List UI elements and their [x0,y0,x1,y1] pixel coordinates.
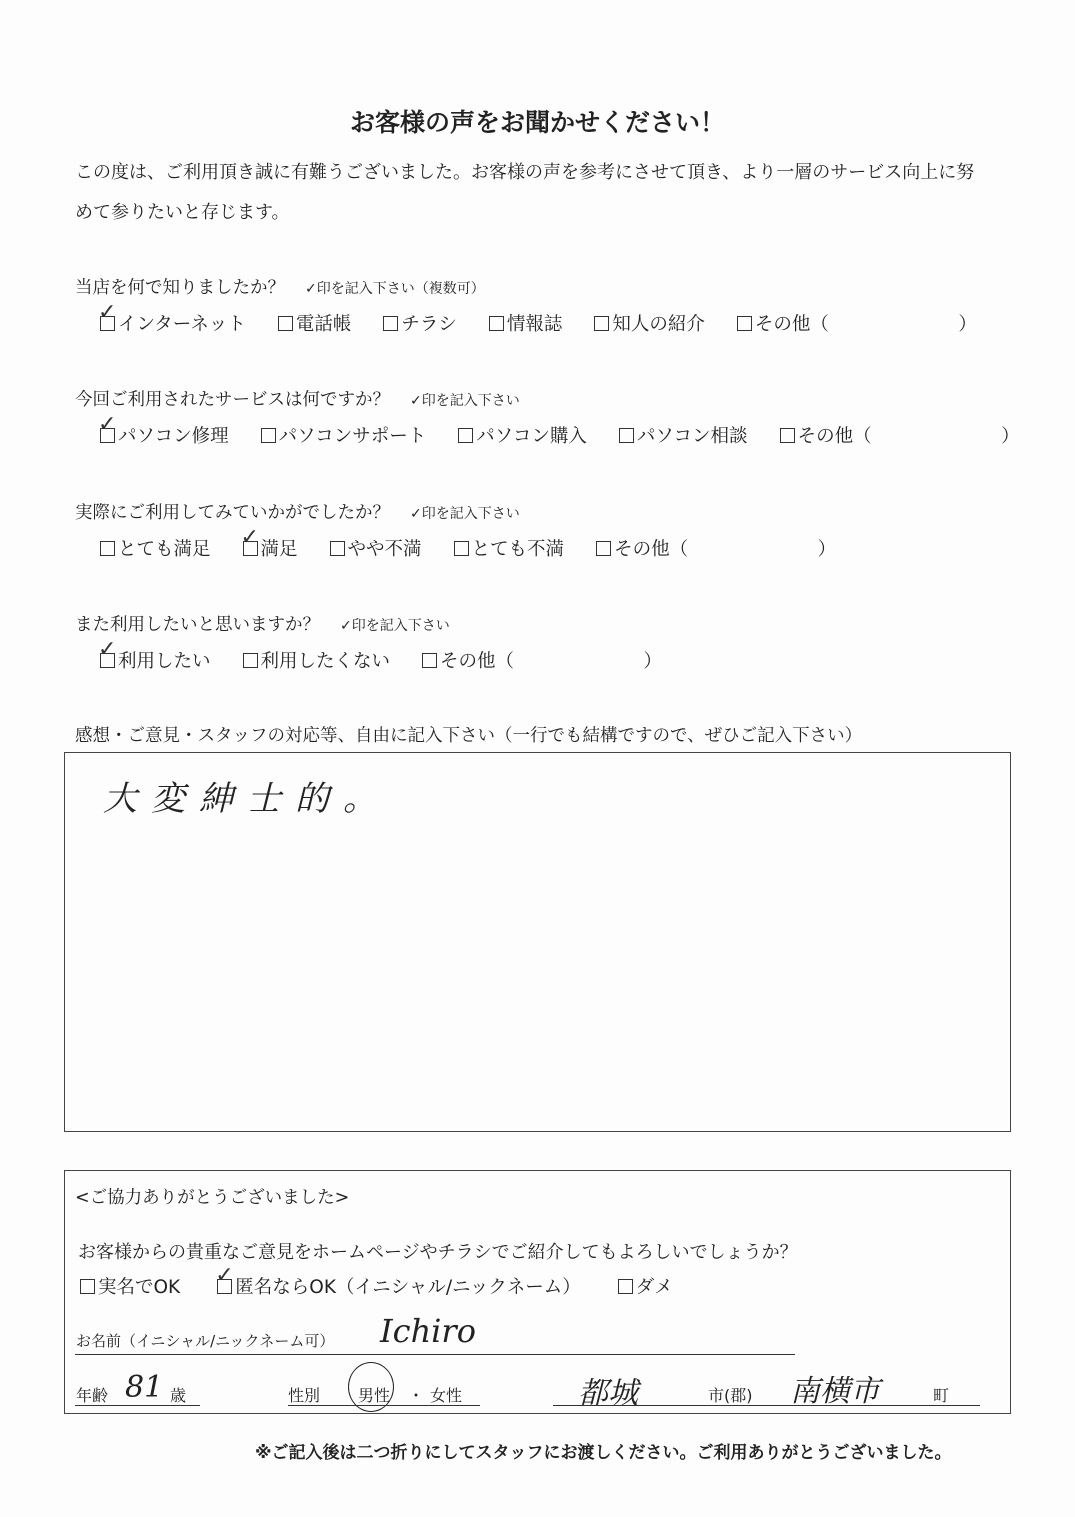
gender-underline [288,1405,480,1406]
option-label: パソコン修理 [118,426,229,447]
check-mark-icon: ✓ [98,300,117,325]
option-item[interactable] [489,310,563,336]
option-item[interactable] [596,535,836,561]
city-value[interactable]: 都城 [578,1376,638,1411]
check-mark-icon: ✓ [215,1263,234,1288]
question-note: ✓印を記入下さい（複数可） [305,281,485,297]
question-note: ✓印を記入下さい [410,506,520,522]
checkbox[interactable] [330,541,345,556]
option-item[interactable] [454,535,565,561]
checkbox[interactable] [619,428,634,443]
checkbox[interactable] [594,316,609,331]
question-options [100,525,868,561]
option-label: とても満足 [118,539,211,560]
address-underline [553,1405,980,1406]
option-label: 満足 [260,539,298,560]
age-label: 年齢 [76,1386,109,1405]
checkbox[interactable] [383,316,398,331]
question-options [98,300,1009,336]
question-label [75,499,520,524]
option-label: 知人の紹介 [612,314,705,335]
footer-note: ※ご記入後は二つ折りにしてスタッフにお渡しください。ご利用ありがとうございました。 [255,1443,952,1463]
option-label: その他（ ） [797,426,1020,447]
option-item[interactable] [383,310,457,336]
option-item[interactable] [422,647,662,673]
city-unit: 市(郡) [708,1386,753,1405]
check-mark-icon: ✓ [240,525,259,550]
option-label: 利用したい [118,651,211,672]
question-text: 当店を何で知りましたか？ [75,278,285,298]
consent-options [80,1263,705,1299]
checkbox[interactable] [80,1279,95,1294]
option-item[interactable] [100,535,211,561]
question-options [98,412,1052,448]
question-label [75,274,485,299]
checkbox[interactable] [737,316,752,331]
age-underline [75,1405,200,1406]
question-text: 今回ご利用されたサービスは何ですか？ [75,390,390,410]
checkbox[interactable] [489,316,504,331]
option-item[interactable] [243,647,391,673]
checkbox[interactable] [596,541,611,556]
question-text: 実際にご利用してみていかがでしたか？ [75,503,390,523]
option-label: インターネット [118,314,246,335]
option-item[interactable] [98,412,229,448]
question-note: ✓印を記入下さい [340,618,450,634]
intro-line-1: この度は、ご利用頂き誠に有難うございました。お客様の声を参考にさせて頂き、より一層のサービス向上に努 [75,162,975,183]
checkbox[interactable] [278,316,293,331]
checkbox[interactable] [422,653,437,668]
option-label: やや不満 [347,539,422,560]
town-unit: 町 [933,1386,950,1405]
checkbox[interactable] [243,653,258,668]
option-label: パソコン購入 [476,426,587,447]
name-label: お名前（イニシャル/ニックネーム可） [76,1332,335,1350]
checkbox[interactable] [618,1279,633,1294]
option-item[interactable] [98,637,211,673]
gender-label: 性別 [288,1386,321,1405]
option-label: その他（ ） [754,314,977,335]
name-underline [75,1354,795,1355]
gender-male[interactable]: 男性 [358,1386,391,1405]
thanks-heading: <ご協力ありがとうございました> [75,1188,350,1208]
checkbox[interactable] [100,541,115,556]
checkbox[interactable] [261,428,276,443]
checkbox[interactable] [454,541,469,556]
option-item[interactable] [261,422,427,448]
consent-option-no[interactable]: ダメ [618,1273,673,1299]
age-value[interactable]: 81 [125,1370,164,1405]
age-unit: 歳 [170,1386,187,1405]
option-label: パソコン相談 [636,426,748,447]
option-label: 利用したくない [260,651,391,672]
comment-value: 大変紳士的。 [103,779,391,819]
comment-label: 感想・ご意見・スタッフの対応等、自由に記入下さい（一行でも結構ですので、ぜひご記入下さい） [75,726,863,746]
question-note: ✓印を記入下さい [410,393,520,409]
intro-line-2: めて参りたいと存じます。 [75,202,290,223]
name-value[interactable]: Ichiro [380,1312,476,1350]
option-label: とても不満 [471,539,565,560]
option-item[interactable] [780,422,1020,448]
option-item[interactable] [619,422,748,448]
gender-separator: ・ [408,1386,425,1405]
consent-option-real-name[interactable]: 実名でOK [80,1273,180,1299]
check-mark-icon: ✓ [98,637,117,662]
gender-female[interactable]: 女性 [430,1386,463,1405]
consent-option-anonymous[interactable]: ✓ 匿名ならOK（イニシャル/ニックネーム） [215,1263,581,1298]
option-item[interactable] [278,310,352,336]
option-item[interactable] [240,525,298,561]
option-label: チラシ [401,314,457,335]
option-label: その他（ ） [440,651,663,672]
option-item[interactable] [330,535,422,561]
checkbox[interactable] [458,428,473,443]
option-item[interactable] [594,310,705,336]
consent-question: お客様からの貴重なご意見をホームページやチラシでご紹介してもよろしいでしょうか？ [78,1242,798,1263]
option-label: 電話帳 [295,314,352,335]
town-value[interactable]: 南横市 [790,1374,880,1409]
option-label: その他（ ） [614,539,837,560]
page-title: お客様の声をお聞かせください！ [349,108,725,137]
option-item[interactable] [98,300,246,336]
option-item[interactable] [737,310,977,336]
question-text: また利用したいと思いますか？ [75,615,320,635]
comment-box[interactable] [64,752,1011,1132]
question-label [75,386,520,411]
question-label [75,611,450,636]
option-item[interactable] [458,422,587,448]
check-mark-icon: ✓ [98,412,117,437]
checkbox[interactable] [780,428,795,443]
option-label: パソコンサポート [278,426,427,447]
option-label: 情報誌 [506,314,563,335]
question-options [98,637,694,673]
